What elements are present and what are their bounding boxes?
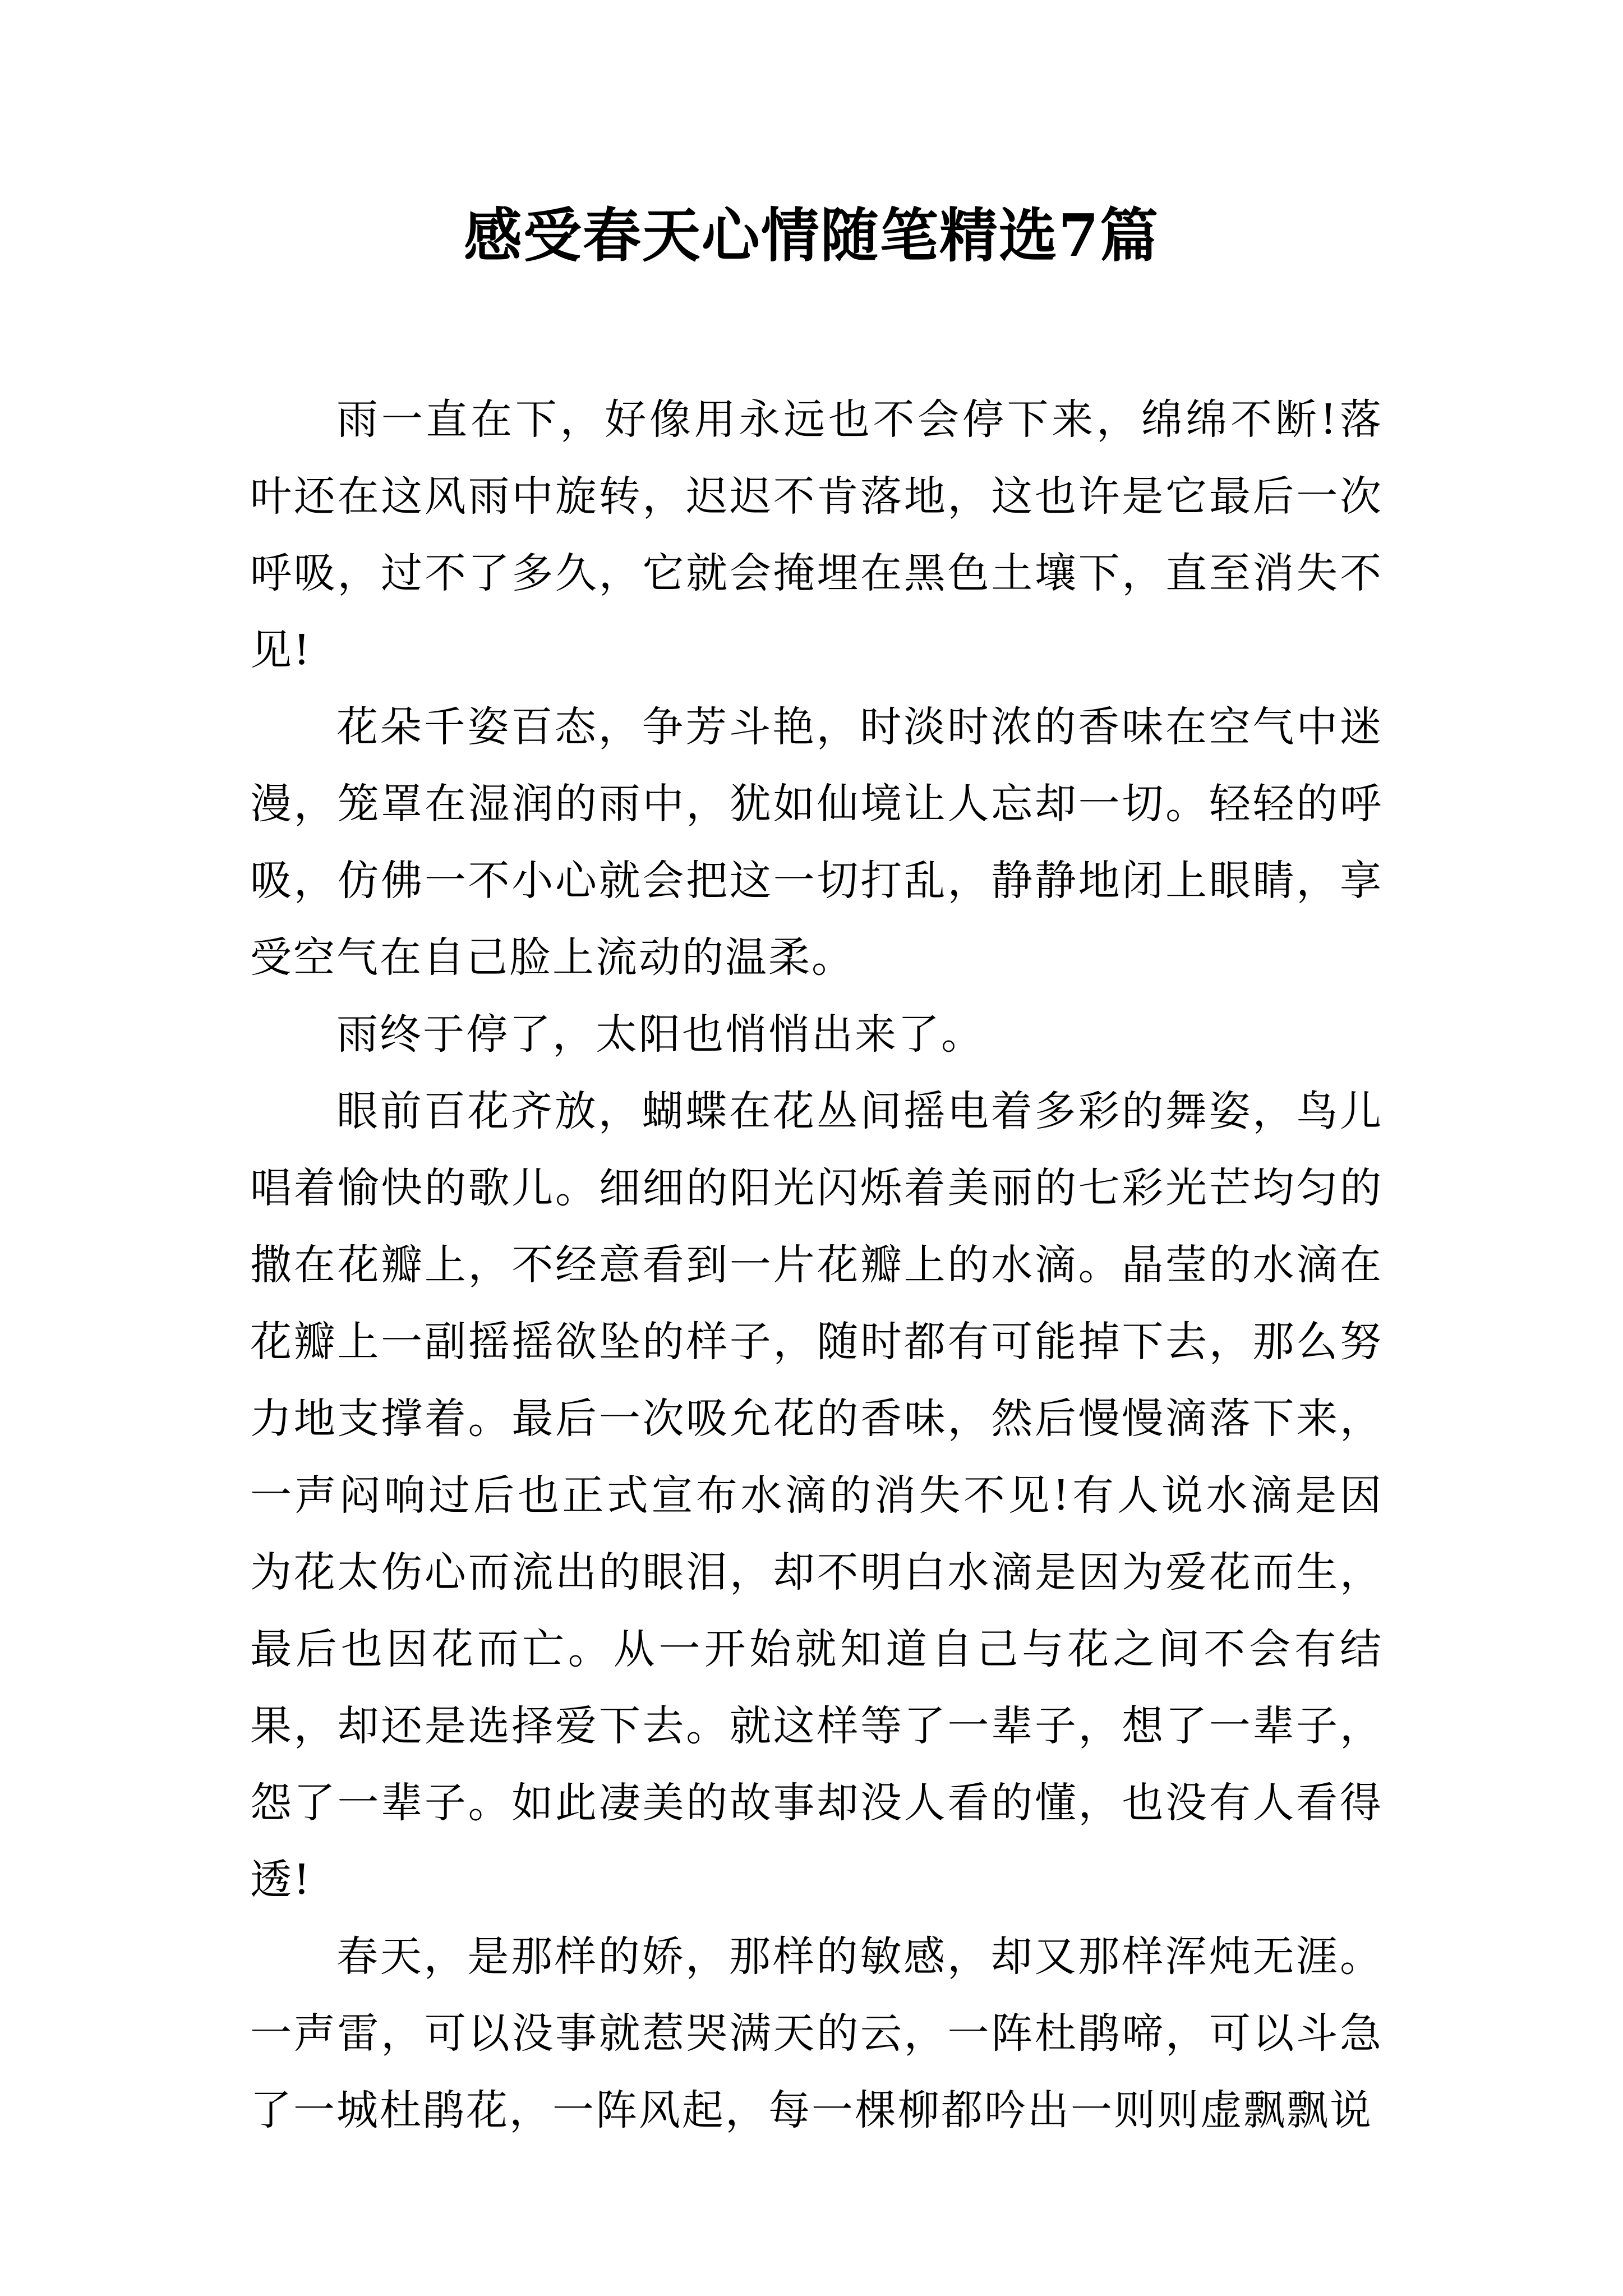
document-body [250, 381, 1383, 2149]
document-title: 感受春天心情随笔精选7篇 [463, 201, 1160, 270]
paragraph: 雨终于停了，太阳也悄悄出来了。 [336, 1010, 984, 1059]
paragraph: 雨一直在下，好像用永远也不会停下来，绵绵不断!落叶还在这风雨中旋转，迟迟不肯落地，这也许是它最后一次呼吸，过不了多久，它就会掩埋在黑色土壤下，直至消失不见! [250, 395, 1383, 674]
paragraph: 眼前百花齐放，蝴蝶在花丛间摇电着多彩的舞姿，鸟儿唱着愉快的歌儿。细细的阳光闪烁着美丽的七彩光芒均匀的撒在花瓣上，不经意看到一片花瓣上的水滴。晶莹的水滴在花瓣上一副摇摇欲坠的样子，随时都有可能掉下去，那么努力地支撑着。最后一次吸允花的香味，然后慢慢滴落下来，一声闷响过后也正式宣布水滴的消失不见!有人说水滴是因为花太伤心而流出的眼泪，却不明白水滴是因为爱花而生，最后也因花而亡。从一开始就知道自己与花之间不会有结果，却还是选择爱下去。就这样等了一辈子，想了一辈子，怨了一辈子。如此凄美的故事却没人看的懂，也没有人看得透! [250, 1087, 1383, 1904]
paragraph: 花朵千姿百态，争芳斗艳，时淡时浓的香味在空气中迷漫，笼罩在湿润的雨中，犹如仙境让人忘却一切。轻轻的呼吸，仿佛一不小心就会把这一切打乱，静静地闭上眼睛，享受空气在自己脸上流动的温柔。 [250, 703, 1383, 982]
paragraph: 春天，是那样的娇，那样的敏感，却又那样浑炖无涯。一声雷，可以没事就惹哭满天的云，一阵杜鹃啼，可以斗急了一城杜鹃花，一阵风起，每一棵柳都吟出一则则虚飘飘说 [250, 1932, 1383, 2134]
